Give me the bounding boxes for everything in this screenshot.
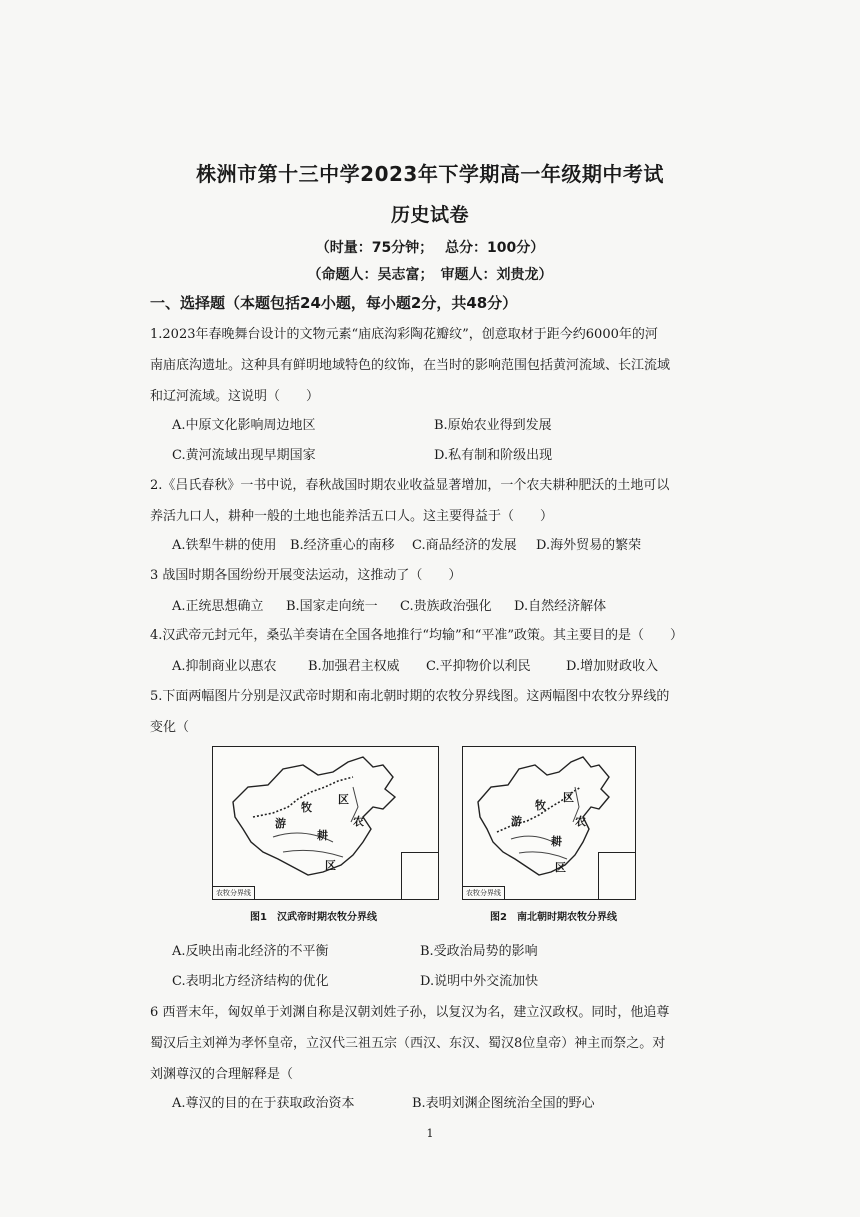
option-a[interactable]: A.抑制商业以惠农	[172, 659, 277, 674]
map-inset	[598, 852, 635, 899]
option-c[interactable]: C.黄河流域出现早期国家	[172, 448, 316, 463]
question-line: 刘渊尊汉的合理解释是（	[150, 1067, 294, 1082]
section-heading: 一、选择题（本题包括24小题，每小题2分，共48分）	[150, 294, 518, 312]
map-label: 区	[563, 791, 574, 804]
time-info: （时量：75分钟； 总分：100分）	[315, 240, 545, 256]
question-1-options-row1	[172, 414, 552, 433]
option-a[interactable]: A.正统思想确立	[172, 599, 264, 614]
option-d[interactable]: D.私有制和阶级出现	[434, 448, 553, 463]
option-d[interactable]: D.增加财政收入	[566, 659, 659, 674]
question-line: 3 战国时期各国纷纷开展变法运动，这推动了（ ）	[150, 568, 462, 583]
option-d[interactable]: D.说明中外交流加快	[420, 974, 539, 989]
figure-2-map	[462, 746, 636, 900]
question-2	[150, 470, 700, 532]
question-line: 2.《吕氏春秋》一书中说，春秋战国时期农业收益显著增加，一个农夫耕种肥沃的土地可以	[150, 478, 670, 493]
question-3-options	[172, 595, 606, 614]
question-line: 蜀汉后主刘禅为孝怀皇帝，立汉代三祖五宗（西汉、东汉、蜀汉8位皇帝）神主而祭之。对	[150, 1036, 666, 1051]
option-d[interactable]: D.海外贸易的繁荣	[536, 538, 642, 553]
option-b[interactable]: B.受政治局势的影响	[420, 944, 538, 959]
question-line: 南庙底沟遗址。这种具有鲜明地域特色的纹饰，在当时的影响范围包括黄河流域、长江流域	[150, 358, 671, 373]
option-c[interactable]: C.表明北方经济结构的优化	[172, 974, 329, 989]
map-label: 耕	[551, 835, 562, 848]
option-b[interactable]: B.表明刘渊企图统治全国的野心	[412, 1096, 595, 1111]
figure-1-map	[212, 746, 439, 900]
map-label: 牧	[301, 801, 312, 814]
question-line: 变化（	[150, 720, 190, 735]
question-line: 和辽河流域。这说明（ ）	[150, 389, 320, 404]
option-b[interactable]: B.原始农业得到发展	[434, 418, 552, 433]
option-a[interactable]: A.中原文化影响周边地区	[172, 418, 316, 433]
question-3	[150, 560, 700, 591]
question-line: 5.下面两幅图片分别是汉武帝时期和南北朝时期的农牧分界线图。这两幅图中农牧分界线的	[150, 689, 670, 704]
question-line: 养活九口人，耕种一般的土地也能养活五口人。这主要得益于（ ）	[150, 509, 554, 524]
question-5-options-row2	[172, 970, 538, 989]
question-6-options	[172, 1092, 595, 1111]
option-c[interactable]: C.商品经济的发展	[412, 538, 517, 553]
question-4-options	[172, 655, 658, 674]
option-c[interactable]: C.平抑物价以利民	[426, 659, 531, 674]
figure-1-caption: 图1 汉武帝时期农牧分界线	[250, 912, 377, 923]
question-4	[150, 620, 700, 651]
map-label: 区	[555, 861, 566, 874]
option-a[interactable]: A.反映出南北经济的不平衡	[172, 944, 329, 959]
question-line: 1.2023年春晚舞台设计的文物元素“庙底沟彩陶花瓣纹”，创意取材于距今约6000年的河	[150, 327, 658, 342]
option-b[interactable]: B.加强君主权威	[308, 659, 400, 674]
map-legend: 农牧分界线	[463, 886, 505, 899]
option-b[interactable]: B.国家走向统一	[286, 599, 378, 614]
figure-2-caption: 图2 南北朝时期农牧分界线	[490, 912, 617, 923]
option-a[interactable]: A.铁犁牛耕的使用	[172, 538, 277, 553]
map-label: 游	[275, 817, 286, 830]
question-6	[150, 997, 700, 1090]
question-1	[150, 319, 700, 412]
map-label: 农	[353, 815, 364, 828]
map-label: 牧	[535, 799, 546, 812]
page-number: 1	[426, 1127, 434, 1140]
map-inset	[401, 852, 438, 899]
question-1-options-row2	[172, 444, 552, 463]
option-b[interactable]: B.经济重心的南移	[290, 538, 395, 553]
option-d[interactable]: D.自然经济解体	[514, 599, 607, 614]
map-label: 游	[511, 815, 522, 828]
map-label: 区	[338, 793, 349, 806]
question-line: 4.汉武帝元封元年，桑弘羊奏请在全国各地推行“均输”和“平准”政策。其主要目的是（ ）	[150, 628, 683, 643]
question-line: 6 西晋末年，匈奴单于刘渊自称是汉朝刘姓子孙，以复汉为名，建立汉政权。同时，他追尊	[150, 1005, 670, 1020]
option-c[interactable]: C.贵族政治强化	[400, 599, 492, 614]
question-5-options-row1	[172, 940, 538, 959]
map-label: 区	[325, 859, 336, 872]
map-legend: 农牧分界线	[213, 886, 255, 899]
option-a[interactable]: A.尊汉的目的在于获取政治资本	[172, 1096, 355, 1111]
map-label: 耕	[317, 829, 328, 842]
subject-title: 历史试卷	[390, 204, 469, 226]
question-2-options	[172, 534, 641, 553]
question-5	[150, 681, 700, 743]
map-label: 农	[575, 815, 586, 828]
authors-info: （命题人：吴志富； 审题人：刘贵龙）	[307, 267, 553, 283]
exam-title: 株洲市第十三中学2023年下学期高一年级期中考试	[196, 162, 664, 186]
